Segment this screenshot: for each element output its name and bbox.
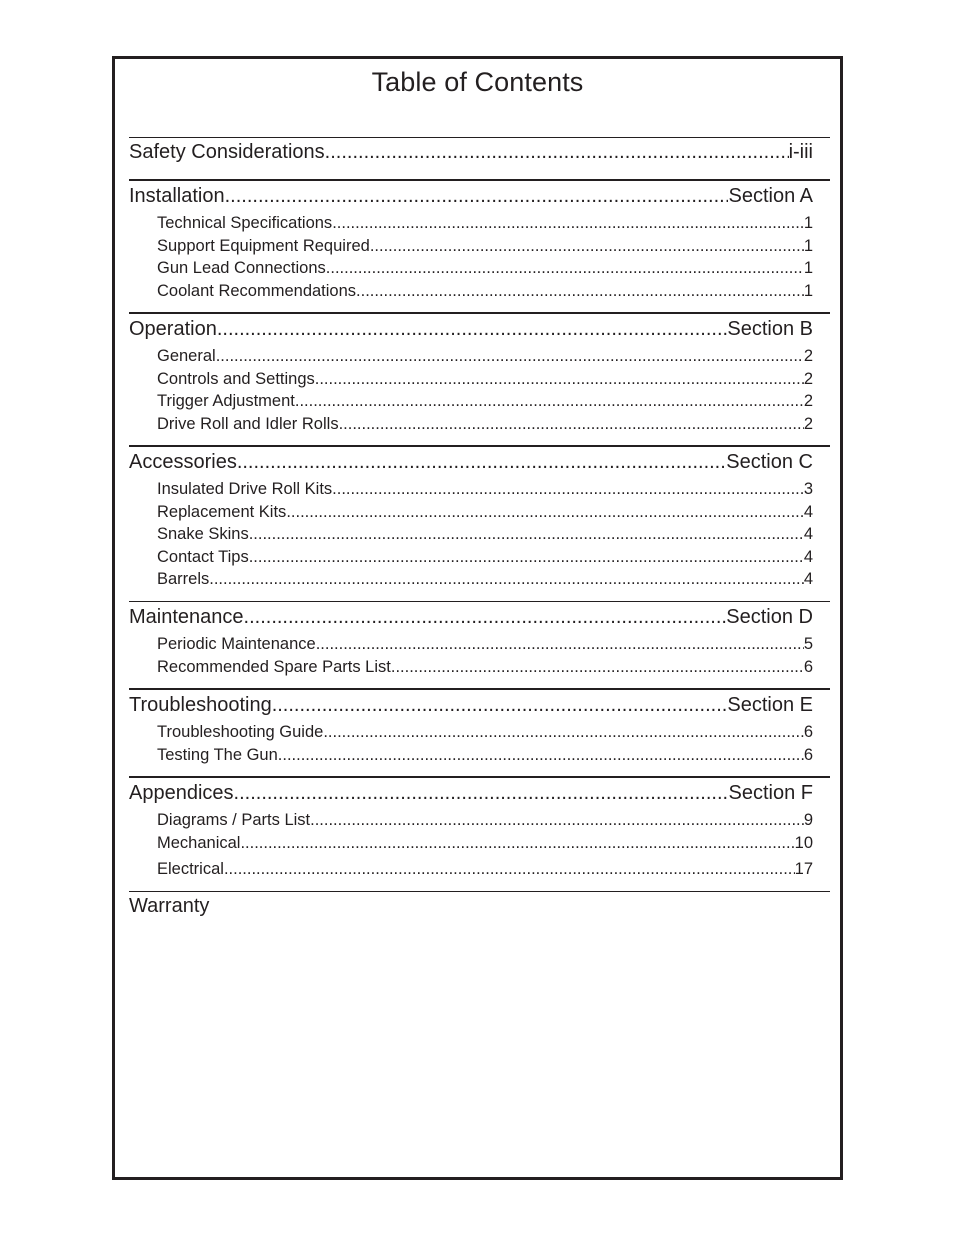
toc-subentry-label: Drive Roll and Idler Rolls xyxy=(157,414,339,433)
toc-subentry-label: General xyxy=(157,347,216,365)
toc-entry-page: Section D xyxy=(726,606,813,628)
toc-section-maintenance xyxy=(129,601,830,678)
toc-subentries xyxy=(129,809,830,880)
toc-entry-label: Appendices xyxy=(129,782,234,804)
toc-subentry-label: Recommended Spare Parts List xyxy=(157,657,391,676)
toc-subentry-page: 1 xyxy=(803,214,813,232)
toc-subentry-page: 1 xyxy=(803,281,813,300)
toc-subentry-page: 6 xyxy=(803,723,813,741)
toc-subentry-label: Technical Specifications xyxy=(157,214,333,232)
toc-subentry-label: Electrical xyxy=(157,860,224,878)
dot-leader xyxy=(316,633,804,656)
toc-subentry-page: 5 xyxy=(803,635,813,653)
toc-subentry-page: 6 xyxy=(803,657,813,676)
dot-leader xyxy=(217,317,728,341)
toc-subentry[interactable] xyxy=(129,235,830,258)
toc-subentry[interactable] xyxy=(129,368,830,391)
toc-subentry-page: 4 xyxy=(803,547,813,566)
toc-entry-label: Troubleshooting xyxy=(129,694,272,716)
toc-section-accessories xyxy=(129,445,830,591)
dot-leader xyxy=(249,546,804,569)
toc-entry-label: Safety Considerations xyxy=(129,141,325,163)
dot-leader xyxy=(332,212,804,235)
toc-entry[interactable] xyxy=(129,605,830,629)
toc-subentry[interactable] xyxy=(129,523,830,546)
dot-leader xyxy=(249,523,804,546)
toc-subentries xyxy=(129,212,830,302)
toc-subentry[interactable] xyxy=(129,832,830,855)
page-title: Table of Contents xyxy=(371,67,584,97)
toc-entry[interactable] xyxy=(129,184,830,208)
toc-entry[interactable] xyxy=(129,781,830,805)
dot-leader xyxy=(332,478,804,501)
toc-subentry-label: Coolant Recommendations xyxy=(157,281,357,300)
toc-subentry-label: Testing The Gun xyxy=(157,745,278,764)
toc-subentry-label: Diagrams / Parts List xyxy=(157,811,311,829)
toc-subentry[interactable] xyxy=(129,257,830,280)
toc-entry-page: Section B xyxy=(727,318,813,340)
toc-subentry[interactable] xyxy=(129,390,830,413)
toc-subentry[interactable] xyxy=(129,280,830,303)
dot-leader xyxy=(310,809,804,832)
dot-leader xyxy=(278,744,804,767)
dot-leader xyxy=(237,450,726,474)
toc-subentry-page: 2 xyxy=(803,369,813,388)
dot-leader xyxy=(323,721,803,744)
toc-subentry-page: 10 xyxy=(794,833,813,852)
toc-section-operation xyxy=(129,312,830,435)
toc-entry-label: Accessories xyxy=(129,451,237,473)
toc-subentry-page: 17 xyxy=(794,860,813,878)
toc-entry-page: Section E xyxy=(727,694,813,716)
toc-entry-page: i-iii xyxy=(788,141,813,163)
toc-subentry[interactable] xyxy=(129,633,830,656)
toc-section-appendices xyxy=(129,776,830,880)
toc-subentry-label: Troubleshooting Guide xyxy=(157,723,324,741)
toc-subentry[interactable] xyxy=(129,568,830,591)
toc-subentry[interactable] xyxy=(129,721,830,744)
toc-subentry-label: Replacement Kits xyxy=(157,502,287,521)
toc-subentry-label: Controls and Settings xyxy=(157,369,315,388)
dot-leader xyxy=(315,368,804,391)
dot-leader xyxy=(326,257,804,280)
dot-leader xyxy=(370,235,804,258)
toc-subentry-label: Gun Lead Connections xyxy=(157,259,326,277)
toc-subentry[interactable] xyxy=(129,478,830,501)
dot-leader xyxy=(225,184,729,208)
toc-entry[interactable] xyxy=(129,450,830,474)
toc-subentry-label: Barrels xyxy=(157,570,210,588)
toc-subentry-page: 4 xyxy=(803,525,813,543)
toc-entry-label: Installation xyxy=(129,185,225,207)
toc-section-warranty xyxy=(129,891,830,918)
toc-subentry-page: 4 xyxy=(803,502,813,521)
toc-subentry-label: Snake Skins xyxy=(157,525,249,543)
toc-entry-page: Section A xyxy=(728,185,813,207)
toc-entry-label: Maintenance xyxy=(129,606,244,628)
toc-subentry-page: 4 xyxy=(803,570,813,588)
toc-subentry-page: 9 xyxy=(803,811,813,829)
dot-leader xyxy=(339,413,804,436)
toc-subentry-page: 2 xyxy=(803,347,813,365)
dot-leader xyxy=(356,280,804,303)
toc-subentries xyxy=(129,345,830,435)
toc-entry-label: Operation xyxy=(129,318,217,340)
toc-subentry-label: Trigger Adjustment xyxy=(157,392,295,410)
toc-subentry-label: Insulated Drive Roll Kits xyxy=(157,480,333,498)
dot-leader xyxy=(286,501,804,524)
toc-entry-page: Section F xyxy=(728,782,813,804)
toc-subentry-label: Contact Tips xyxy=(157,547,249,566)
dot-leader xyxy=(325,139,789,165)
toc-subentry[interactable] xyxy=(129,854,830,880)
toc-subentry[interactable] xyxy=(129,809,830,832)
toc-subentry-page: 1 xyxy=(803,236,813,255)
toc-entry[interactable] xyxy=(129,317,830,341)
toc-subentry-page: 2 xyxy=(803,392,813,410)
toc-subentry[interactable] xyxy=(129,546,830,569)
dot-leader xyxy=(391,656,804,679)
dot-leader xyxy=(209,568,804,591)
toc-entry[interactable] xyxy=(129,894,830,918)
dot-leader xyxy=(234,781,729,805)
toc-entry[interactable] xyxy=(129,139,830,165)
dot-leader xyxy=(224,854,795,880)
toc-subentry-page: 1 xyxy=(803,259,813,277)
toc-subentry[interactable] xyxy=(129,656,830,679)
toc-section-installation xyxy=(129,179,830,302)
page-frame xyxy=(112,56,843,1180)
toc-subentry-label: Mechanical xyxy=(157,833,241,852)
toc-subentry-label: Periodic Maintenance xyxy=(157,635,316,653)
toc-section-troubleshooting xyxy=(129,688,830,766)
toc-subentry[interactable] xyxy=(129,345,830,368)
toc-subentry-label: Support Equipment Required xyxy=(157,236,370,255)
dot-leader xyxy=(295,390,804,413)
toc-entry-page: Section C xyxy=(726,451,813,473)
dot-leader xyxy=(240,832,794,855)
toc-subentry[interactable] xyxy=(129,744,830,767)
dot-leader xyxy=(244,605,727,629)
toc-subentry-page: 3 xyxy=(803,480,813,498)
toc-entry[interactable] xyxy=(129,693,830,717)
toc-subentries xyxy=(129,478,830,591)
dot-leader xyxy=(272,693,728,717)
toc-subentry-page: 6 xyxy=(803,745,813,764)
toc-entry-label: Warranty xyxy=(129,895,210,917)
toc-subentries xyxy=(129,721,830,766)
toc-subentries xyxy=(129,633,830,678)
toc-subentry[interactable] xyxy=(129,501,830,524)
toc-subentry[interactable] xyxy=(129,413,830,436)
toc-subentry-page: 2 xyxy=(803,414,813,433)
dot-leader xyxy=(216,345,804,368)
toc-section-safety xyxy=(129,137,830,165)
toc-subentry[interactable] xyxy=(129,212,830,235)
